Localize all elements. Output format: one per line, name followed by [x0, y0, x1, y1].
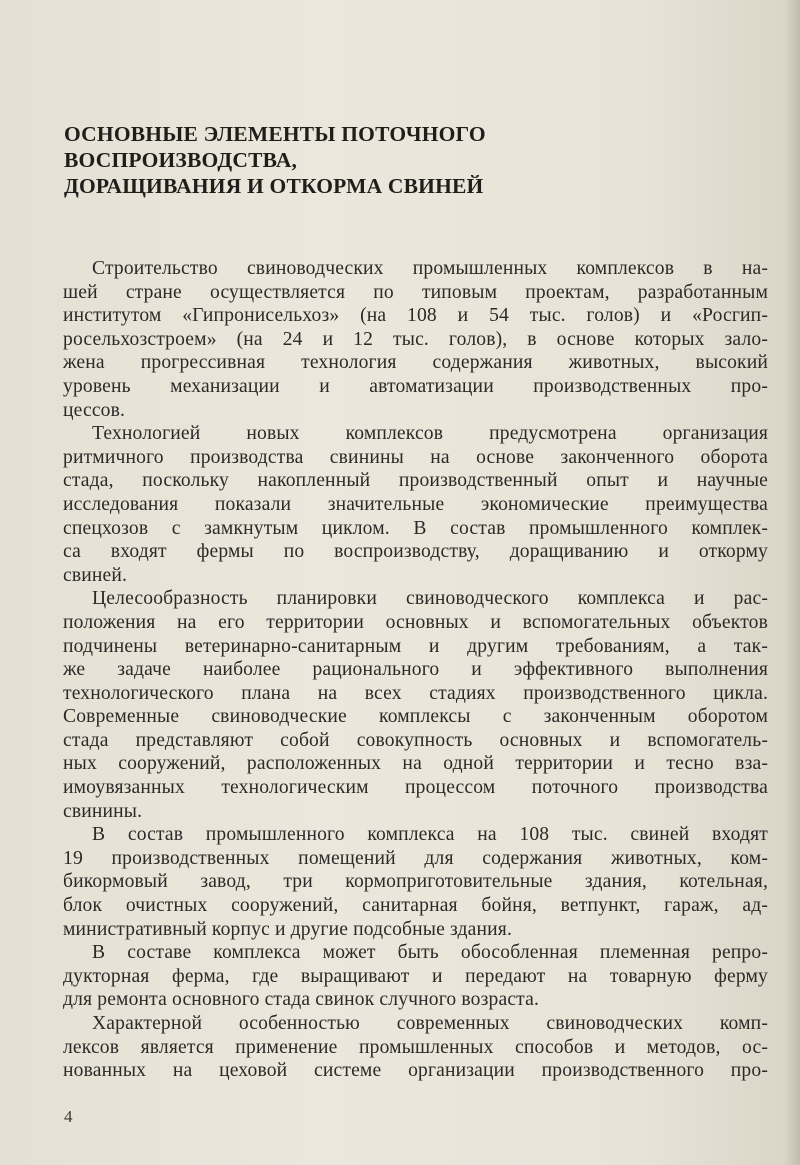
text-line: исследования показали значительные экономические преимущества: [63, 493, 768, 515]
page-number: 4: [64, 1107, 73, 1126]
heading-line: ДОРАЩИВАНИЯ И ОТКОРМА СВИНЕЙ: [64, 174, 484, 198]
text-line: спецхозов с замкнутым циклом. В состав промышленного комплек-: [63, 517, 768, 539]
text-line: технологического плана на всех стадиях производственного цикла.: [63, 682, 768, 704]
text-line: для ремонта основного стада свинок случного возраста.: [63, 989, 540, 1011]
text-line: блок очистных сооружений, санитарная бойня, ветпункт, гараж, ад-: [63, 895, 768, 917]
text-line: бикормовый завод, три кормоприготовительные здания, котельная,: [63, 871, 768, 893]
text-line: жена прогрессивная технология содержания животных, высокий: [63, 352, 768, 374]
text-line: имоувязанных технологическим процессом поточного производства: [63, 777, 768, 799]
text-line: шей стране осуществляется по типовым проектам, разработанным: [63, 281, 768, 303]
text-line: институтом «Гипронисельхоз» (на 108 и 54 тыс. голов) и «Росгип-: [63, 305, 768, 327]
chapter-heading: [64, 121, 624, 199]
text-line: же задаче наиболее рационального и эффективного выполнения: [63, 659, 768, 681]
text-line: положения на его территории основных и вспомогательных объектов: [63, 611, 768, 633]
text-line: Характерной особенностью современных свиноводческих комп-: [92, 1013, 768, 1034]
page-edge-shadow: [784, 0, 800, 1165]
body-text: [63, 257, 768, 1083]
text-line: подчинены ветеринарно-санитарным и другим требованиям, а так-: [63, 635, 768, 657]
text-line: стада представляют собой совокупность основных и вспомогатель-: [63, 729, 768, 751]
text-line: нованных на цеховой системе организации производственного про-: [63, 1060, 768, 1082]
text-line: Строительство свиноводческих промышленных комплексов в на-: [92, 258, 768, 279]
heading-line: ОСНОВНЫЕ ЭЛЕМЕНТЫ ПОТОЧНОГО: [64, 122, 486, 146]
text-line: са входят фермы по воспроизводству, доращиванию и откорму: [63, 541, 768, 563]
text-line: Целесообразность планировки свиноводческого комплекса и рас-: [92, 588, 768, 610]
heading-line: ВОСПРОИЗВОДСТВА,: [64, 148, 298, 172]
text-line: свинины.: [63, 800, 143, 822]
text-line: 19 производственных помещений для содержания животных, ком-: [63, 847, 768, 869]
text-line: ных сооружений, расположенных на одной территории и тесно вза-: [63, 753, 768, 775]
text-line: Технологией новых комплексов предусмотрена организация: [92, 423, 768, 445]
text-line: стада, поскольку накопленный производственный опыт и научные: [63, 470, 768, 492]
text-line: цессов.: [63, 399, 126, 421]
text-line: ритмичного производства свинины на основе законченного оборота: [63, 446, 768, 468]
text-line: министративный корпус и другие подсобные здания.: [63, 918, 513, 940]
text-line: В состав промышленного комплекса на 108 тыс. свиней входят: [92, 824, 768, 846]
text-line: уровень механизации и автоматизации производственных про-: [63, 375, 768, 397]
text-line: В составе комплекса может быть обособленная племенная репро-: [92, 942, 768, 964]
text-line: дукторная ферма, где выращивают и передают на товарную ферму: [63, 965, 768, 987]
text-line: росельхозстроем» (на 24 и 12 тыс. голов), в основе которых зало-: [63, 328, 768, 350]
text-line: свиней.: [63, 564, 128, 586]
text-line: Современные свиноводческие комплексы с законченным оборотом: [63, 706, 768, 728]
text-line: лексов является применение промышленных способов и методов, ос-: [63, 1036, 768, 1058]
